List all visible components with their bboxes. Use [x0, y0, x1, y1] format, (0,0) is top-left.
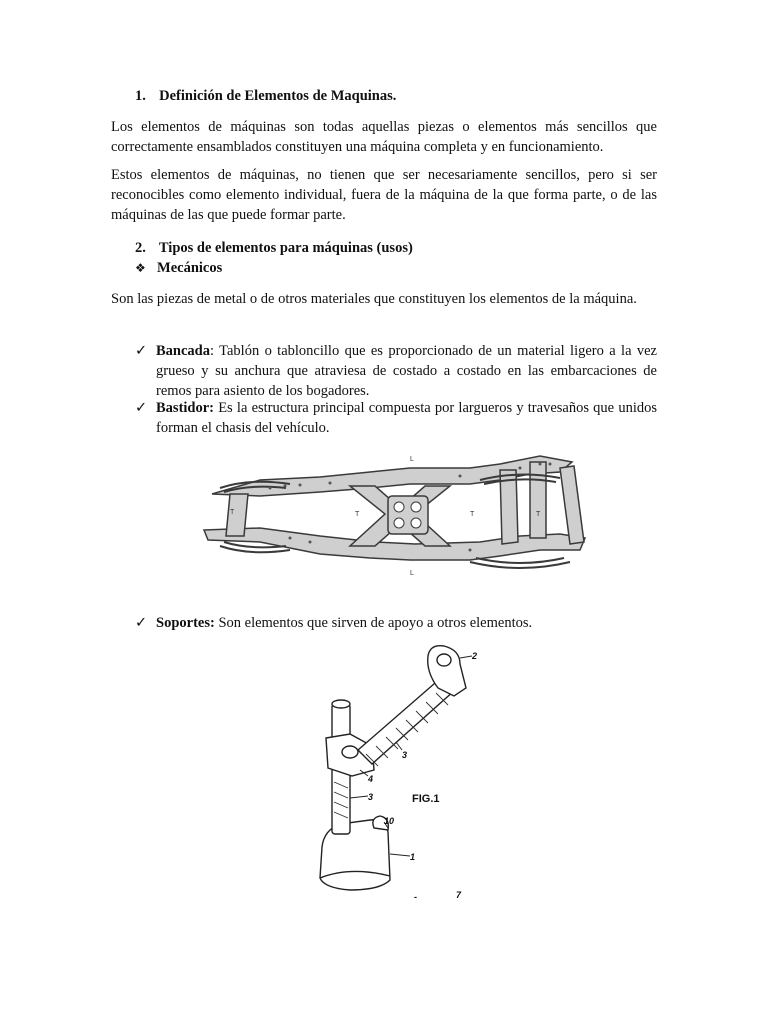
term-bancada: Bancada: [156, 343, 210, 359]
paragraph-definition: Los elementos de máquinas son todas aquellas piezas o elementos más sencillos que correctamente ensamblados constituyen una máquina completa y en funcionamiento.: [111, 119, 657, 155]
term-bastidor: Bastidor:: [156, 400, 214, 416]
list-item-bancada: [135, 341, 657, 401]
figure-title: FIG.1: [412, 793, 440, 805]
list-item-body: [156, 341, 657, 401]
callout-7: 7: [456, 890, 462, 900]
definition-bastidor: Es la estructura principal compuesta por largueros y travesaños que unidos forman el chasis del vehículo.: [156, 400, 657, 436]
chassis-upper-rail: [212, 456, 572, 496]
callout-2: 2: [472, 651, 478, 661]
chassis-label-l-bottom: L: [410, 570, 414, 577]
definition-bancada: Tablón o tabloncillo que es proporcionado de un material ligero a la vez grueso y su anchura que atraviesa de costado a costado en las embarcaciones de remos para asiento de los bogadores.: [156, 343, 657, 399]
list-item-soportes: [135, 613, 657, 633]
callout-3-rod: 3: [402, 750, 408, 760]
subsection-heading: [135, 258, 222, 278]
callout-3-column: 3: [368, 792, 374, 802]
section-number-1: 1.: [135, 88, 146, 104]
diamond-bullet-icon: ❖: [135, 261, 146, 275]
checkmark-icon: ✓: [135, 343, 148, 359]
chassis-label-t3: T: [470, 511, 475, 518]
chassis-figure: [200, 450, 595, 585]
chassis-label-t2: T: [355, 511, 360, 518]
list-item-body: [156, 613, 657, 633]
subsection-title: Mecánicos: [157, 260, 223, 276]
section-title-2: Tipos de elementos para máquinas (usos): [158, 240, 413, 256]
term-soportes: Soportes:: [156, 615, 215, 631]
chassis-label-t4: T: [536, 511, 541, 518]
definition-soportes: Son elementos que sirven de apoyo a otros elementos.: [214, 615, 533, 631]
support-figure: [310, 642, 490, 907]
chassis-center-plate: [388, 496, 428, 534]
section-number-2: 2.: [135, 240, 146, 256]
support-base: [320, 820, 390, 890]
callout-4: 4: [368, 774, 374, 784]
section-heading-2: [135, 238, 413, 258]
callout-10: 10: [384, 816, 395, 826]
list-item-body: [156, 398, 657, 438]
section-heading-1: [135, 86, 396, 106]
section-title-1: Definición de Elementos de Maquinas.: [159, 88, 397, 104]
chassis-label-t1: T: [230, 509, 235, 516]
paragraph-elements-detail: Estos elementos de máquinas, no tienen que ser necesariamente sencillos, pero si ser reconocibles como elemento individual, fuera de la máquina de la que forma parte, o de las máquinas de las que puede formar parte.: [111, 167, 657, 223]
checkmark-icon: ✓: [135, 400, 148, 416]
list-item-bastidor: [135, 398, 657, 438]
paragraph-mecanicos: Son las piezas de metal o de otros materiales que constituyen los elementos de la máquina.: [111, 291, 637, 307]
callout-1: 1: [410, 852, 416, 862]
chassis-label-l-top: L: [410, 456, 414, 463]
term-separator: :: [210, 343, 215, 359]
checkmark-icon: ✓: [135, 615, 148, 631]
callout-dash: -: [414, 892, 417, 902]
